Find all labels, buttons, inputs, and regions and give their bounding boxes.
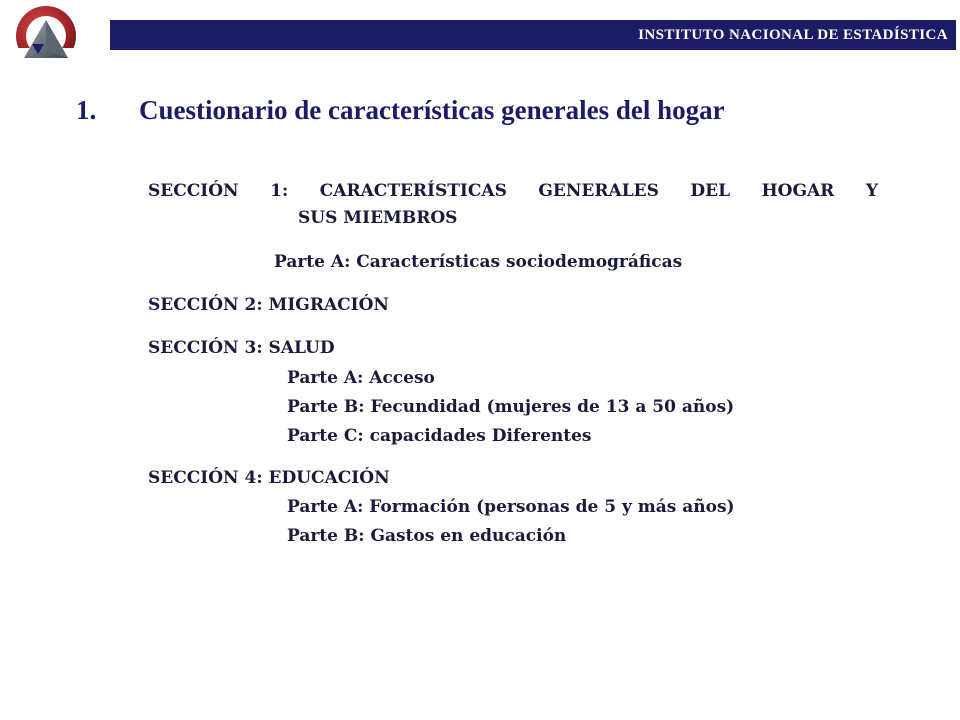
section-3-heading: SECCIÓN 3: SALUD: [148, 338, 335, 358]
section-3-part-b: Parte B: Fecundidad (mujeres de 13 a 50 años): [287, 397, 735, 417]
section-2-heading: SECCIÓN 2: MIGRACIÓN: [148, 295, 389, 315]
page-title: [76, 95, 725, 126]
section-1-heading: SECCIÓN 1: CARACTERÍSTICAS GENERALES DEL HOGAR Y: [148, 181, 878, 201]
section-3-part-c: Parte C: capacidades Diferentes: [287, 426, 592, 446]
section-4-part-b: Parte B: Gastos en educación: [287, 526, 567, 546]
section-1-part-a: Parte A: Características sociodemográficas: [274, 252, 683, 272]
section-4-heading: SECCIÓN 4: EDUCACIÓN: [148, 468, 390, 488]
title-text: Cuestionario de características generales del hogar: [139, 95, 725, 125]
section-4-part-a: Parte A: Formación (personas de 5 y más años): [287, 497, 735, 517]
section-1-heading-cont: SUS MIEMBROS: [298, 208, 458, 228]
title-number: 1.: [76, 95, 97, 125]
org-name: INSTITUTO NACIONAL DE ESTADÍSTICA: [638, 27, 948, 43]
ine-logo-icon: [10, 2, 82, 74]
header-bar: [110, 20, 956, 50]
section-3-part-a: Parte A: Acceso: [287, 368, 435, 388]
